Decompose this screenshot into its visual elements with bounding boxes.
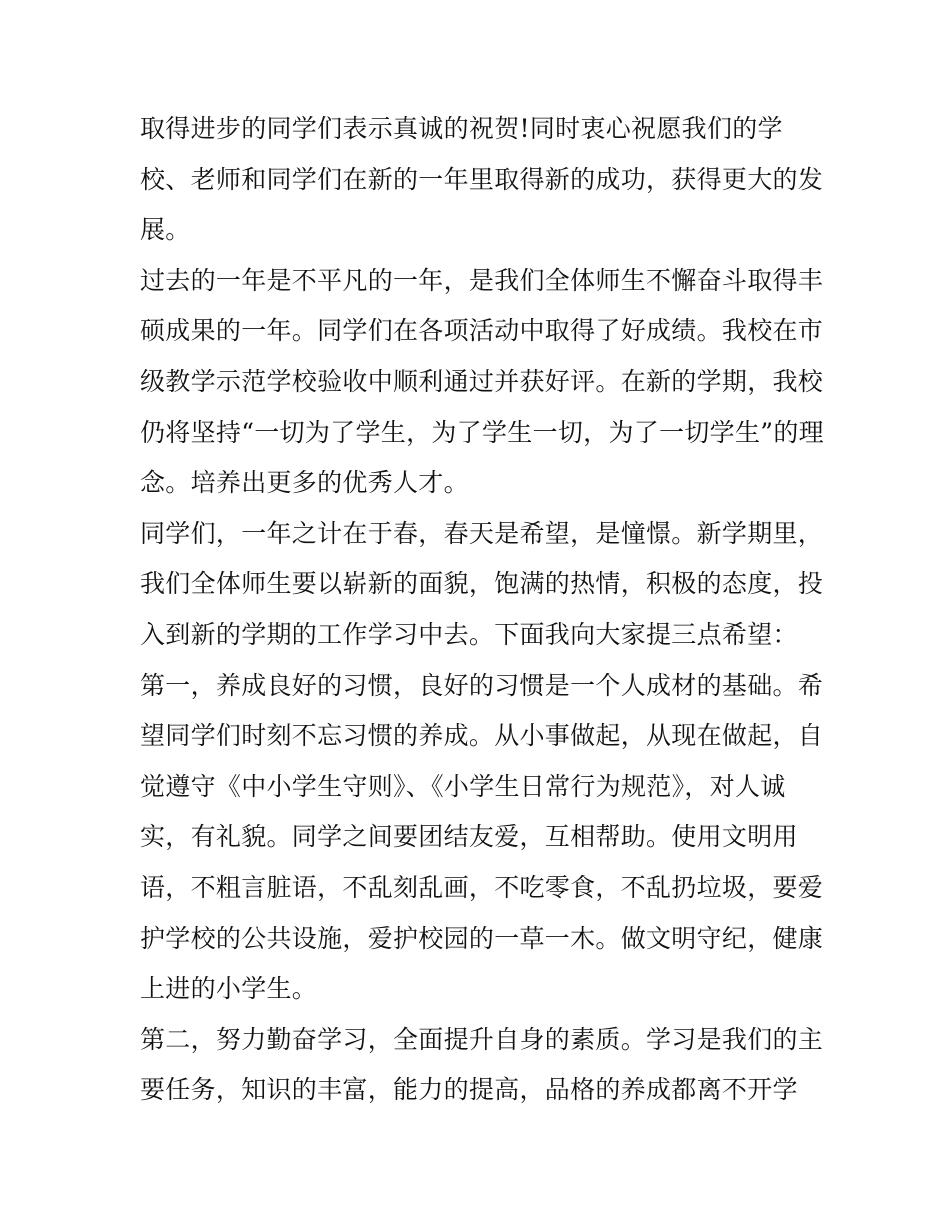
- text-line: 级教学示范学校验收中顺利通过并获好评。在新的学期，我校: [140, 366, 824, 396]
- text-line: 展。: [140, 215, 191, 245]
- text-line: 望同学们时刻不忘习惯的养成。从小事做起，从现在做起，自: [140, 721, 824, 751]
- text-line: 同学们，一年之计在于春，春天是希望，是憧憬。新学期里，: [140, 518, 824, 548]
- text-line: 念。培养出更多的优秀人才。: [140, 468, 469, 498]
- text-line: 上进的小学生。: [140, 974, 318, 1004]
- text-line: 我们全体师生要以崭新的面貌，饱满的热情，积极的态度，投: [140, 569, 824, 599]
- text-line: 护学校的公共设施，爱护校园的一草一木。做文明守纪，健康: [140, 923, 824, 953]
- text-line: 第一，养成良好的习惯，良好的习惯是一个人成材的基础。希: [140, 670, 824, 700]
- text-line: 过去的一年是不平凡的一年，是我们全体师生不懈奋斗取得丰: [140, 265, 824, 295]
- document-body: [140, 104, 824, 1116]
- text-line: 第二，努力勤奋学习，全面提升自身的素质。学习是我们的主: [140, 1024, 824, 1054]
- text-line: 硕成果的一年。同学们在各项活动中取得了好成绩。我校在市: [140, 316, 824, 346]
- text-line: 要任务，知识的丰富，能力的提高，品格的养成都离不开学: [140, 1075, 798, 1105]
- text-line: 校、老师和同学们在新的一年里取得新的成功，获得更大的发: [140, 164, 824, 194]
- text-line: 实，有礼貌。同学之间要团结友爱，互相帮助。使用文明用: [140, 822, 798, 852]
- text-line: 仍将坚持“一切为了学生，为了学生一切，为了一切学生”的理: [140, 417, 824, 447]
- text-line: 语，不粗言脏语，不乱刻乱画，不吃零食，不乱扔垃圾，要爱: [140, 872, 824, 902]
- text-line: 入到新的学期的工作学习中去。下面我向大家提三点希望：: [140, 619, 798, 649]
- text-line: 取得进步的同学们表示真诚的祝贺!同时衷心祝愿我们的学: [140, 114, 783, 143]
- text-line: 觉遵守《中小学生守则》、《小学生日常行为规范》，对人诚: [140, 771, 786, 801]
